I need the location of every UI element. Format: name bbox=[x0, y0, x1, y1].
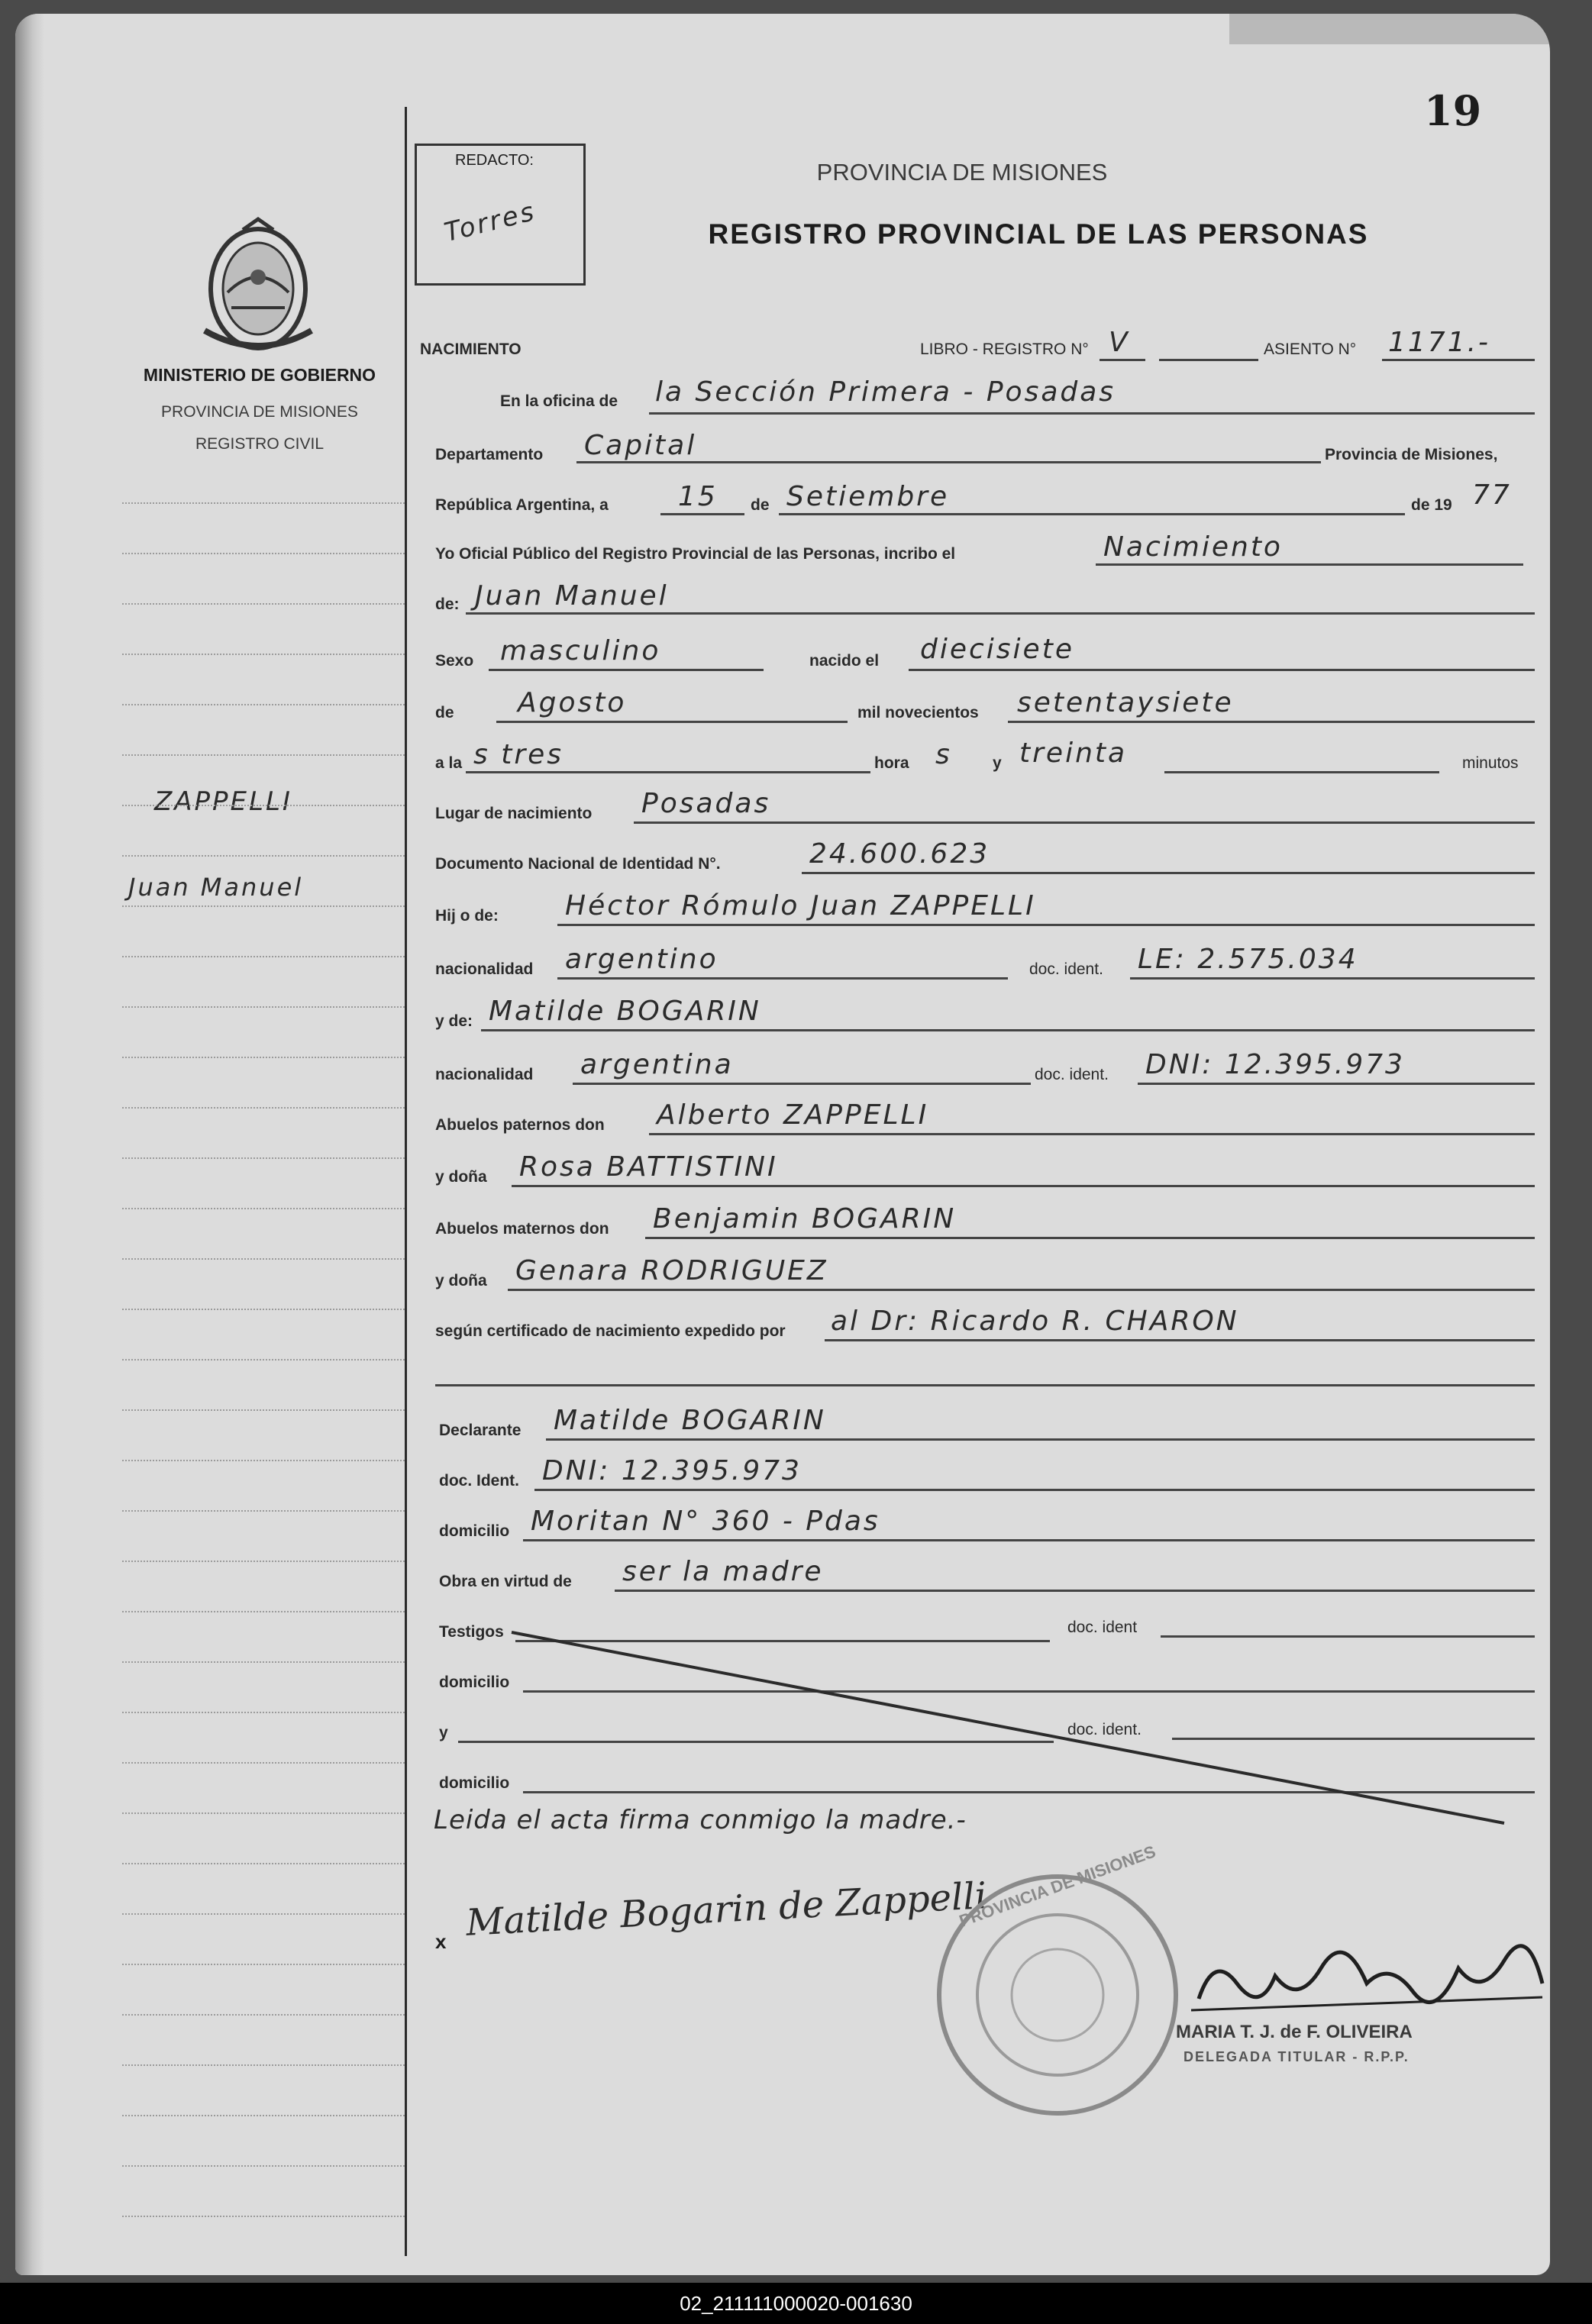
x-mark: x bbox=[435, 1930, 447, 1953]
doc2-value: DNI: 12.395.973 bbox=[1145, 1049, 1405, 1080]
departamento-value: Capital bbox=[584, 430, 697, 461]
official-seal-text: PROVINCIA DE MISIONES bbox=[956, 1841, 1158, 1931]
margin-rule-line bbox=[122, 2216, 405, 2217]
left-ministry: MINISTERIO DE GOBIERNO bbox=[143, 365, 376, 385]
lugar-line bbox=[634, 821, 1535, 824]
doct2-label: doc. ident. bbox=[1067, 1721, 1142, 1738]
margin-divider bbox=[405, 107, 407, 2256]
domicilio-line bbox=[523, 1539, 1535, 1541]
min-value: treinta bbox=[1019, 738, 1128, 769]
provincia-label: Provincia de Misiones, bbox=[1325, 446, 1498, 463]
yde-label: y de: bbox=[435, 1012, 473, 1030]
dom2-label: domicilio bbox=[439, 1774, 510, 1792]
padre-line bbox=[557, 924, 1535, 926]
sexo-value: masculino bbox=[500, 635, 661, 667]
anio-label: de 19 bbox=[1411, 496, 1452, 514]
declarante-line bbox=[546, 1438, 1535, 1441]
y-label: y bbox=[993, 754, 1002, 772]
header-province: PROVINCIA DE MISIONES bbox=[816, 159, 1108, 186]
padre-value: Héctor Rómulo Juan ZAPPELLI bbox=[565, 890, 1036, 922]
declarante-value: Matilde BOGARIN bbox=[554, 1405, 826, 1436]
margin-rule-line bbox=[122, 1157, 405, 1159]
declarante-label: Declarante bbox=[439, 1422, 522, 1439]
redacto-stamp bbox=[415, 144, 586, 286]
margin-rule-line bbox=[122, 905, 405, 907]
margin-rule-line bbox=[122, 654, 405, 655]
ydona2-label: y doña bbox=[435, 1272, 487, 1289]
nacido-label: nacido el bbox=[809, 652, 880, 670]
margin-rule-line bbox=[122, 1510, 405, 1512]
madre-line bbox=[481, 1029, 1535, 1031]
ydona1-label: y doña bbox=[435, 1168, 487, 1186]
page-number: 19 bbox=[1424, 86, 1482, 135]
official-signature bbox=[1184, 1938, 1550, 2029]
margin-rule-line bbox=[122, 1107, 405, 1109]
segun-value: al Dr: Ricardo R. CHARON bbox=[831, 1306, 1239, 1337]
nac1-line bbox=[557, 977, 1008, 980]
register-page bbox=[15, 14, 1550, 2275]
libro-label: LIBRO - REGISTRO N° bbox=[920, 341, 1089, 358]
doc1-value: LE: 2.575.034 bbox=[1138, 944, 1358, 975]
yo-label: Yo Oficial Público del Registro Provincial de las Personas, incribo el bbox=[435, 545, 956, 563]
ala-line bbox=[466, 771, 870, 773]
margin-rule-line bbox=[122, 805, 405, 806]
margin-rule-line bbox=[122, 502, 405, 504]
mes-nac-line bbox=[496, 721, 848, 723]
redacto-value: Torres bbox=[441, 195, 539, 249]
margin-rule-line bbox=[122, 2115, 405, 2116]
mil-value: setentaysiete bbox=[1017, 687, 1234, 718]
abp-line bbox=[649, 1133, 1535, 1135]
min-line bbox=[1164, 771, 1439, 773]
mes-nac-value: Agosto bbox=[518, 687, 627, 718]
official-title: DELEGADA TITULAR - R.P.P. bbox=[1184, 2049, 1410, 2064]
domicilio-value: Moritan N° 360 - Pdas bbox=[531, 1506, 880, 1537]
void-strike-line bbox=[504, 1625, 1512, 1831]
margin-rule-line bbox=[122, 1863, 405, 1864]
ydona1-line bbox=[512, 1185, 1535, 1187]
dni-line bbox=[802, 872, 1535, 874]
doc1-line bbox=[1130, 977, 1535, 980]
asiento-line bbox=[1382, 359, 1535, 361]
ydona1-value: Rosa BATTISTINI bbox=[519, 1151, 778, 1183]
redacto-label: REDACTO: bbox=[455, 152, 534, 169]
libro-line bbox=[1100, 359, 1145, 361]
segun-label: según certificado de nacimiento expedido por bbox=[435, 1322, 786, 1340]
domicilio-label: domicilio bbox=[439, 1522, 510, 1540]
left-civil: REGISTRO CIVIL bbox=[195, 435, 325, 453]
left-surname: ZAPPELLI bbox=[154, 786, 292, 817]
ydona2-line bbox=[508, 1289, 1535, 1291]
margin-rule-line bbox=[122, 603, 405, 605]
mes-value: Setiembre bbox=[786, 481, 950, 512]
mes-line bbox=[779, 513, 1405, 515]
ydona2-value: Genara RODRIGUEZ bbox=[515, 1255, 828, 1286]
margin-rule-line bbox=[122, 1208, 405, 1209]
lugar-value: Posadas bbox=[641, 788, 771, 819]
margin-rule-line bbox=[122, 1258, 405, 1260]
obra-line bbox=[615, 1590, 1535, 1592]
abp-value: Alberto ZAPPELLI bbox=[657, 1099, 929, 1131]
image-id-footer: 02_211111000020-001630 bbox=[0, 2283, 1592, 2324]
mother-signature: Matilde Bogarin de Zappelli bbox=[465, 1874, 988, 1945]
ala-value: s tres bbox=[473, 739, 564, 770]
header-registry: REGISTRO PROVINCIAL DE LAS PERSONAS bbox=[708, 218, 1369, 250]
nacido-line bbox=[909, 669, 1535, 671]
ala-label: a la bbox=[435, 754, 463, 772]
yo-line bbox=[1096, 563, 1523, 566]
abp-label: Abuelos paternos don bbox=[435, 1116, 605, 1134]
official-round-seal bbox=[932, 1841, 1184, 2121]
doc2-line bbox=[1138, 1083, 1535, 1085]
margin-rule-line bbox=[122, 1964, 405, 1965]
hijo-label: Hij o de: bbox=[435, 907, 499, 925]
margin-rule-line bbox=[122, 553, 405, 554]
margin-rule-line bbox=[122, 1812, 405, 1814]
sexo-line bbox=[489, 669, 764, 671]
nac1-label: nacionalidad bbox=[435, 960, 534, 978]
obra-value: ser la madre bbox=[622, 1556, 824, 1587]
segun-line bbox=[825, 1339, 1535, 1341]
minutos-label: minutos bbox=[1462, 754, 1519, 772]
official-name: MARIA T. J. de F. OLIVEIRA bbox=[1176, 2022, 1413, 2042]
dia-value: 15 bbox=[678, 481, 718, 512]
dom1-label: domicilio bbox=[439, 1674, 510, 1691]
de3-label: de bbox=[435, 704, 454, 721]
oficina-line bbox=[649, 412, 1535, 415]
docd-label: doc. Ident. bbox=[439, 1472, 519, 1490]
nacimiento-label: NACIMIENTO bbox=[420, 341, 522, 358]
asiento-label: ASIENTO N° bbox=[1264, 341, 1357, 358]
abm-value: Benjamin BOGARIN bbox=[653, 1203, 957, 1235]
nombre-line bbox=[466, 612, 1535, 615]
segun-line-2 bbox=[435, 1384, 1535, 1386]
nac2-line bbox=[573, 1083, 1031, 1085]
dni-value: 24.600.623 bbox=[809, 838, 990, 870]
page-corner-shadow bbox=[1229, 14, 1550, 44]
margin-rule-line bbox=[122, 2014, 405, 2016]
hora-label: hora bbox=[874, 754, 909, 772]
dni-label: Documento Nacional de Identidad N°. bbox=[435, 855, 721, 873]
left-province: PROVINCIA DE MISIONES bbox=[161, 403, 358, 421]
margin-rule-line bbox=[122, 1460, 405, 1461]
margin-rule-line bbox=[122, 754, 405, 756]
sexo-label: Sexo bbox=[435, 652, 474, 670]
lugar-label: Lugar de nacimiento bbox=[435, 805, 593, 822]
margin-rule-line bbox=[122, 1611, 405, 1612]
anio-value: 77 bbox=[1472, 479, 1512, 511]
margin-rule-line bbox=[122, 1762, 405, 1764]
yo-value: Nacimiento bbox=[1103, 531, 1283, 563]
margin-rule-line bbox=[122, 855, 405, 857]
republica-label: República Argentina, a bbox=[435, 496, 609, 514]
margin-rule-line bbox=[122, 2165, 405, 2167]
mil-line bbox=[1008, 721, 1535, 723]
margin-rule-line bbox=[122, 1359, 405, 1361]
margin-rule-line bbox=[122, 956, 405, 957]
nacido-value: diecisiete bbox=[920, 634, 1074, 665]
de-label: de bbox=[751, 496, 770, 514]
doc2-label: doc. ident. bbox=[1035, 1066, 1109, 1083]
libro-value: V bbox=[1109, 327, 1130, 358]
margin-rule-line bbox=[122, 1006, 405, 1008]
abm-line bbox=[645, 1237, 1535, 1239]
testigos-label: Testigos bbox=[439, 1623, 504, 1641]
obra-label: Obra en virtud de bbox=[439, 1573, 572, 1590]
margin-rule-line bbox=[122, 1661, 405, 1663]
leida-text: Leida el acta firma conmigo la madre.- bbox=[434, 1805, 967, 1835]
oficina-value: la Sección Primera - Posadas bbox=[655, 376, 1116, 408]
margin-rule-line bbox=[122, 1913, 405, 1915]
margin-rule-line bbox=[122, 1712, 405, 1713]
abm-label: Abuelos maternos don bbox=[435, 1220, 609, 1238]
nac2-value: argentina bbox=[580, 1049, 734, 1080]
oficina-label: En la oficina de bbox=[500, 392, 618, 410]
docd-line bbox=[534, 1489, 1535, 1491]
doc1-label: doc. ident. bbox=[1029, 960, 1103, 978]
y2-label: y bbox=[439, 1724, 448, 1741]
coat-of-arms bbox=[189, 216, 327, 357]
nac2-label: nacionalidad bbox=[435, 1066, 534, 1083]
margin-rule-line bbox=[122, 704, 405, 705]
departamento-line bbox=[576, 461, 1321, 463]
nac1-value: argentino bbox=[565, 944, 718, 975]
madre-value: Matilde BOGARIN bbox=[489, 996, 761, 1027]
book-binding bbox=[15, 14, 44, 2275]
doct1-label: doc. ident bbox=[1067, 1619, 1138, 1636]
dia-line bbox=[660, 513, 744, 515]
docd-value: DNI: 12.395.973 bbox=[542, 1455, 802, 1486]
asiento-value: 1171.- bbox=[1388, 327, 1491, 358]
left-given-names: Juan Manuel bbox=[128, 873, 304, 902]
margin-rule-line bbox=[122, 1409, 405, 1411]
margin-rule-line bbox=[122, 2064, 405, 2066]
margin-rule-line bbox=[122, 1057, 405, 1058]
libro-gap-line bbox=[1159, 359, 1258, 361]
hora-value: s bbox=[935, 739, 952, 770]
departamento-label: Departamento bbox=[435, 446, 544, 463]
nombre-value: Juan Manuel bbox=[475, 580, 669, 612]
de2-label: de: bbox=[435, 596, 460, 613]
mil-label: mil novecientos bbox=[857, 704, 979, 721]
margin-rule-line bbox=[122, 1309, 405, 1310]
margin-rule-line bbox=[122, 1561, 405, 1562]
